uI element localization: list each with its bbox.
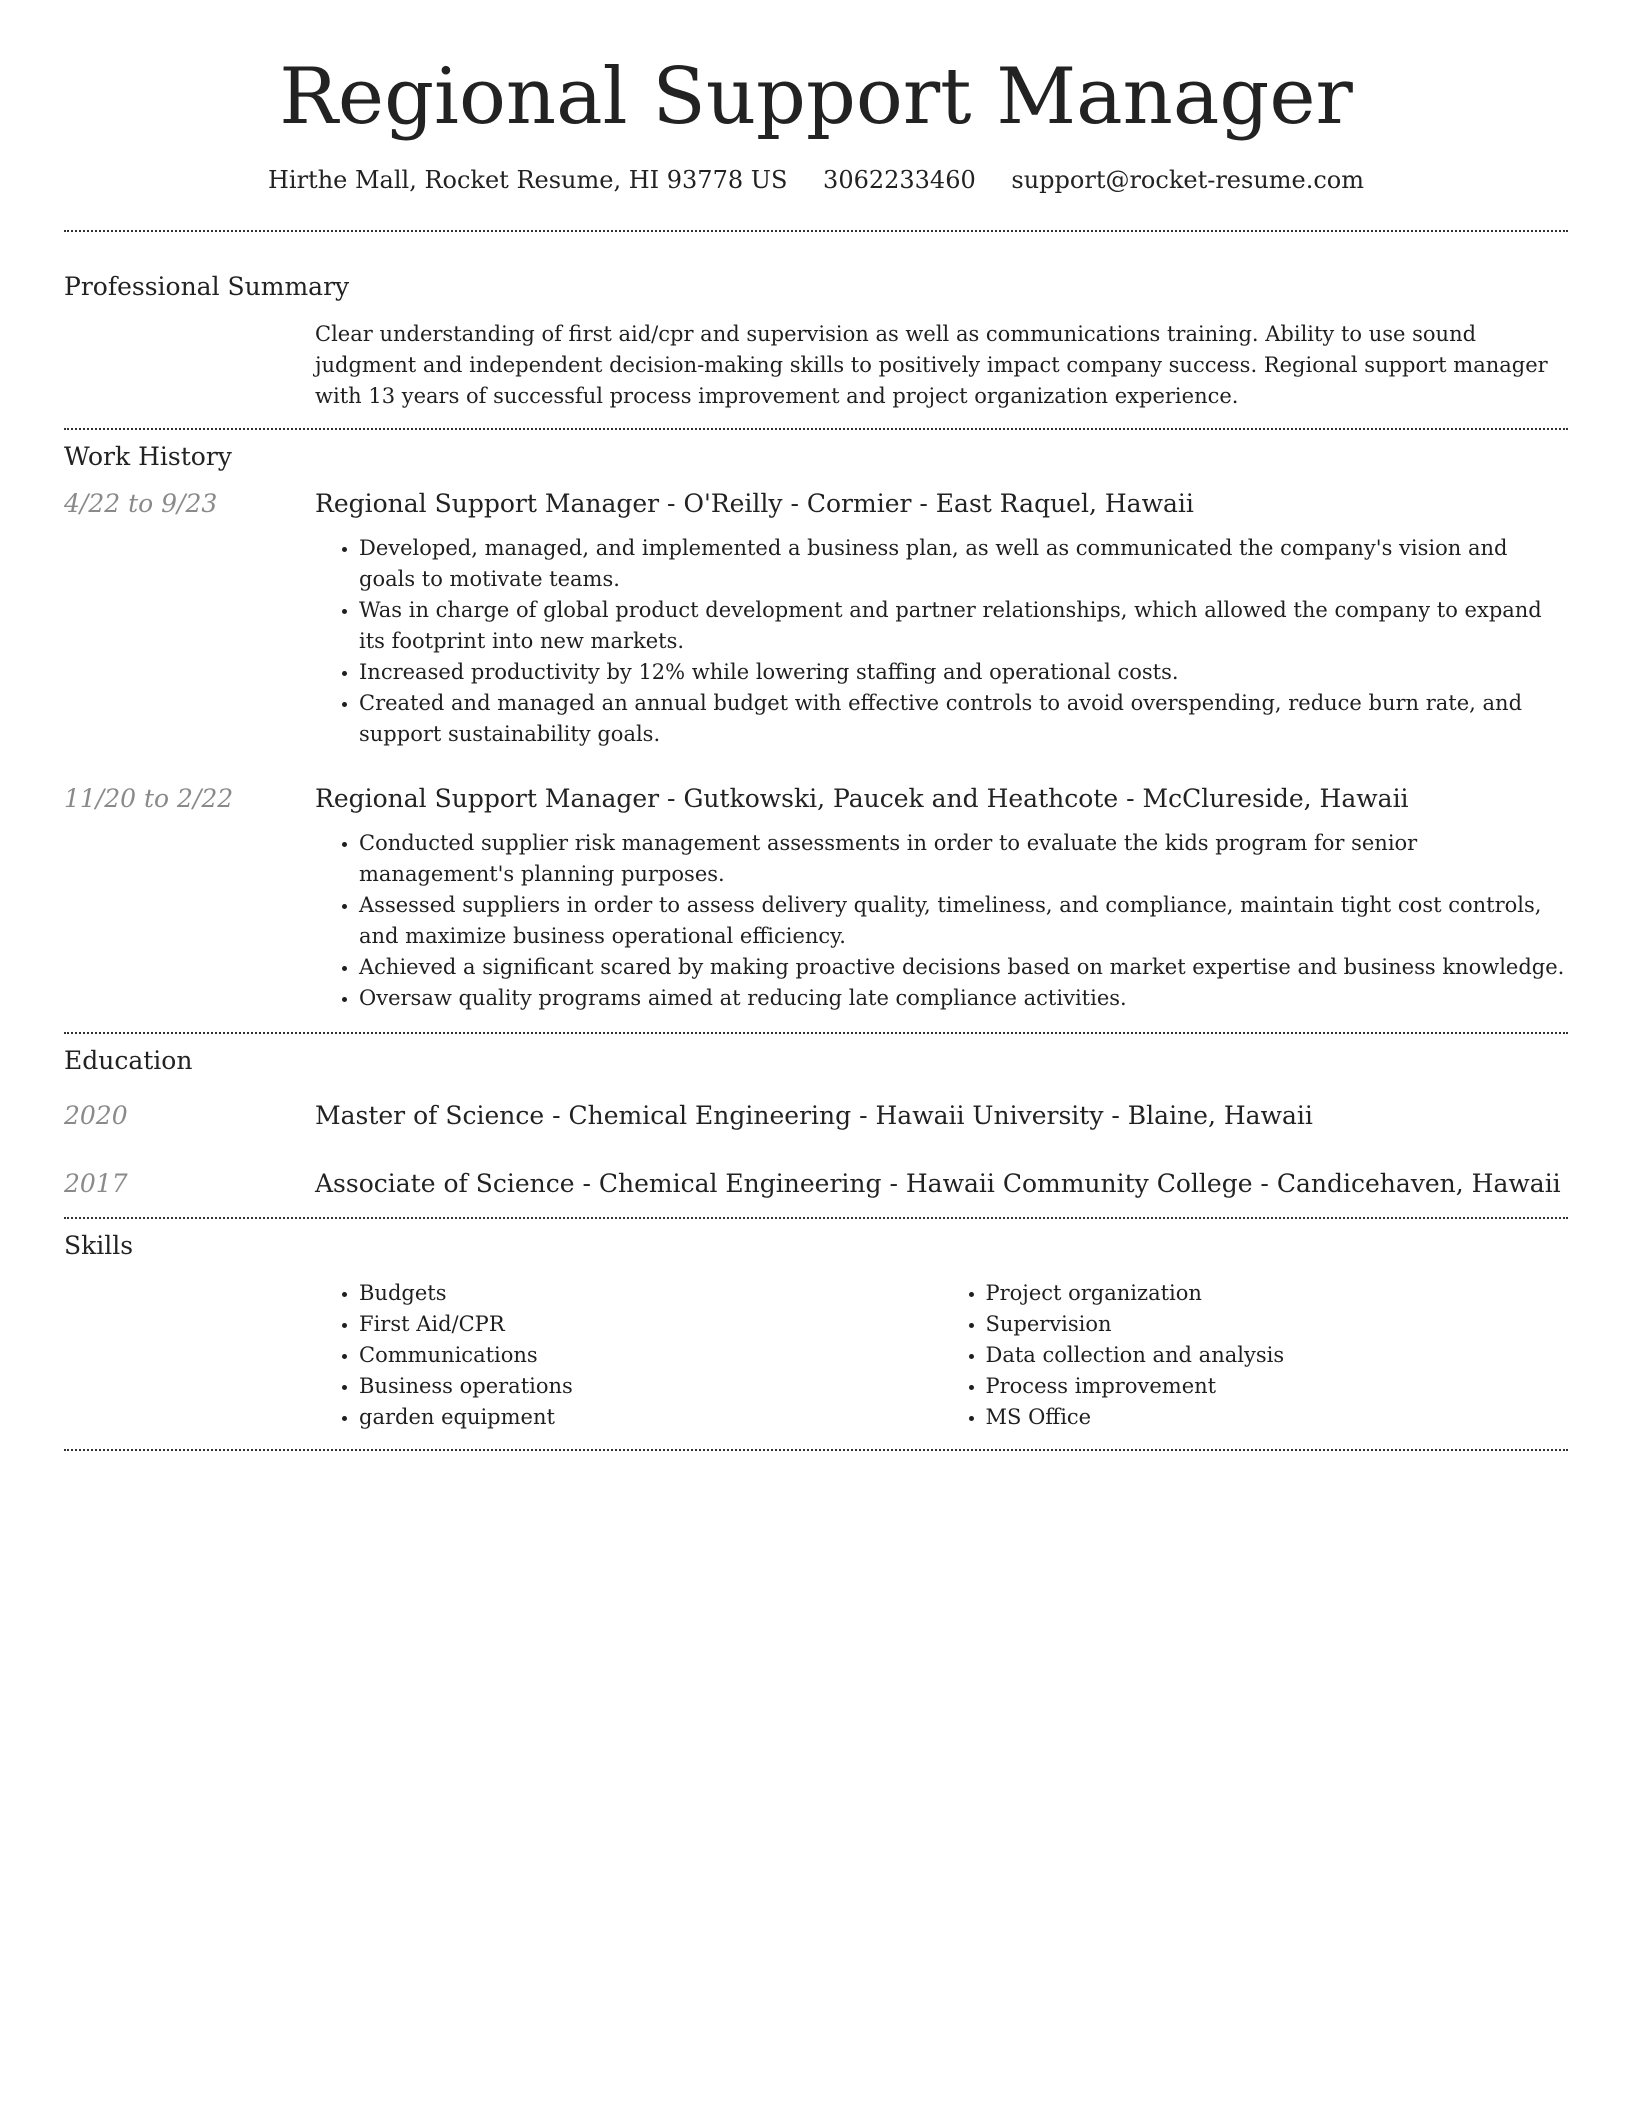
skill-item: • Project organization — [986, 1278, 1569, 1309]
list-item: • Created and managed an annual budget with effective controls to avoid overspending, reduce burn rate, and support sustainability goals. — [359, 688, 1568, 750]
list-item: • Assessed suppliers in order to assess delivery quality, timeliness, and compliance, maintain tight cost controls, and maximize business operational efficiency. — [359, 890, 1568, 952]
education-entry — [64, 1101, 1568, 1131]
summary-text: Clear understanding of first aid/cpr and supervision as well as communications training. Ability to use sound judgment and independent decision-making skills to positively impact company success. Regional support manager with 13 years of successful process improvement and project organization experience. — [315, 322, 1548, 408]
candidate-name: Regional Support Manager — [279, 52, 1353, 142]
job-entry — [64, 784, 1568, 1014]
list-item: • Increased productivity by 12% while lowering staffing and operational costs. — [359, 657, 1568, 688]
divider — [64, 1449, 1568, 1451]
resume-page — [64, 0, 1568, 1451]
job-dates: 4/22 to 9/23 — [64, 489, 218, 518]
skills-list-right — [942, 1278, 1569, 1433]
list-item: • Was in charge of global product development and partner relationships, which allowed the company to expand its footprint into new markets. — [359, 595, 1568, 657]
job-bullets — [315, 828, 1568, 1014]
skills-row — [64, 1278, 1568, 1433]
divider — [64, 230, 1568, 232]
education-year: 2020 — [64, 1101, 128, 1130]
skills-list-left — [315, 1278, 942, 1433]
skill-item: • Process improvement — [986, 1371, 1569, 1402]
skill-item: • Communications — [359, 1340, 942, 1371]
skill-item: • Data collection and analysis — [986, 1340, 1569, 1371]
education-heading: Associate of Science - Chemical Engineering - Hawaii Community College - Candicehaven, Hawaii — [315, 1169, 1561, 1198]
phone: 3062233460 — [823, 166, 976, 194]
education-heading: Master of Science - Chemical Engineering - Hawaii University - Blaine, Hawaii — [315, 1101, 1313, 1130]
skill-item: • Budgets — [359, 1278, 942, 1309]
job-heading: Regional Support Manager - Gutkowski, Paucek and Heathcote - McClureside, Hawaii — [315, 784, 1409, 813]
address: Hirthe Mall, Rocket Resume, HI 93778 US — [267, 166, 788, 194]
job-bullets — [315, 533, 1568, 750]
list-item: • Developed, managed, and implemented a business plan, as well as communicated the company's vision and goals to motivate teams. — [359, 533, 1568, 595]
divider — [64, 1217, 1568, 1219]
job-heading: Regional Support Manager - O'Reilly - Cormier - East Raquel, Hawaii — [315, 489, 1194, 518]
education-entry — [64, 1169, 1568, 1199]
summary-section-title: Professional Summary — [64, 272, 350, 301]
work-section-title: Work History — [64, 442, 232, 471]
skill-item: • garden equipment — [359, 1402, 942, 1433]
skill-item: • Business operations — [359, 1371, 942, 1402]
list-item: • Achieved a significant scared by making proactive decisions based on market expertise and business knowledge. — [359, 952, 1568, 983]
list-item: • Oversaw quality programs aimed at reducing late compliance activities. — [359, 983, 1568, 1014]
education-section-title: Education — [64, 1046, 193, 1075]
divider — [64, 1032, 1568, 1034]
job-entry — [64, 489, 1568, 750]
summary-row — [64, 319, 1568, 412]
contact-line — [64, 166, 1568, 194]
list-item: • Conducted supplier risk management assessments in order to evaluate the kids program for senior management's planning purposes. — [359, 828, 1568, 890]
skill-item: • Supervision — [986, 1309, 1569, 1340]
education-year: 2017 — [64, 1169, 128, 1198]
skill-item: • First Aid/CPR — [359, 1309, 942, 1340]
skill-item: • MS Office — [986, 1402, 1569, 1433]
job-dates: 11/20 to 2/22 — [64, 784, 234, 813]
skills-section-title: Skills — [64, 1231, 134, 1260]
email: support@rocket-resume.com — [1011, 166, 1365, 194]
divider — [64, 428, 1568, 430]
